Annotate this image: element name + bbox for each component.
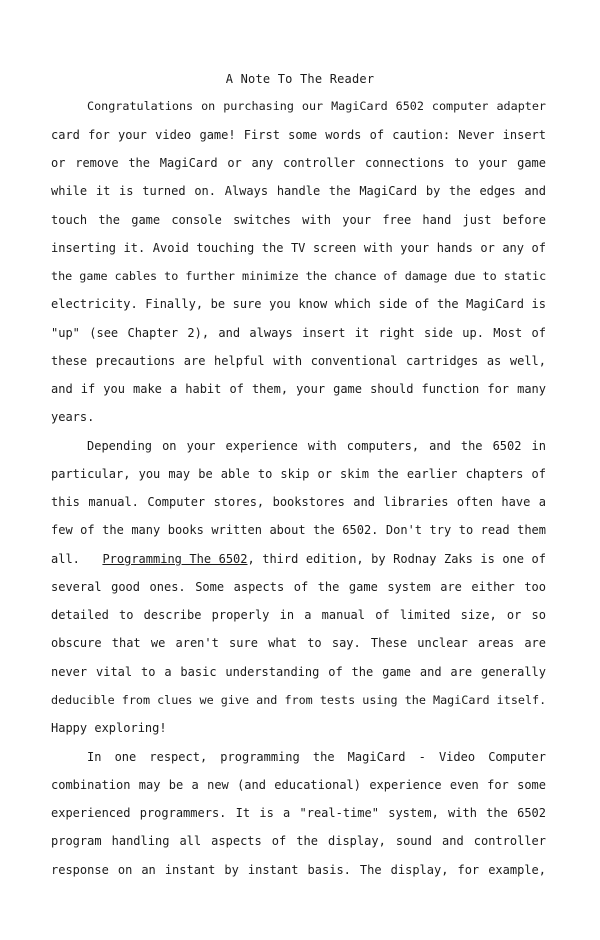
text-line: card for your video game! First some words of caution: Never insert xyxy=(51,128,546,142)
text-line: detailed to describe properly in a manual of limited size, or so xyxy=(51,608,546,622)
text-line: deducible from clues we give and from tests using the MagiCard itself. xyxy=(51,693,547,707)
text-line: electricity. Finally, be sure you know which side of the MagiCard is xyxy=(51,297,546,311)
text-fragment: , third edition, by Rodnay Zaks is one of xyxy=(247,552,546,566)
text-line: few of the many books written about the 6502. Don't try to read them xyxy=(51,523,546,537)
text-line: and if you make a habit of them, your game should function for many xyxy=(51,382,546,396)
text-line: years. xyxy=(51,410,95,424)
text-line: obscure that we aren't sure what to say. These unclear areas are xyxy=(51,636,546,650)
text-line: experienced programmers. It is a "real-time" system, with the 6502 xyxy=(51,806,546,820)
text-line-with-book-title xyxy=(51,552,546,566)
text-line: while it is turned on. Always handle the MagiCard by the edges and xyxy=(51,184,546,198)
text-line: these precautions are helpful with conventional cartridges as well, xyxy=(51,354,546,368)
text-line: Depending on your experience with computers, and the 6502 in xyxy=(87,439,546,453)
text-line: never vital to a basic understanding of the game and are generally xyxy=(51,665,546,679)
text-line: response on an instant by instant basis. The display, for example, xyxy=(51,863,546,877)
text-fragment: all. xyxy=(51,552,80,566)
page-title: A Note To The Reader xyxy=(225,72,375,86)
text-line: or remove the MagiCard or any controller connections to your game xyxy=(51,156,546,170)
text-line: Congratulations on purchasing our MagiCard 6502 computer adapter xyxy=(87,99,546,113)
text-line: inserting it. Avoid touching the TV screen with your hands or any of xyxy=(51,241,546,255)
text-line: Happy exploring! xyxy=(51,721,167,735)
text-line: several good ones. Some aspects of the game system are either too xyxy=(51,580,546,594)
text-line: combination may be a new (and educational) experience even for some xyxy=(51,778,546,792)
text-line: In one respect, programming the MagiCard - Video Computer xyxy=(87,750,546,764)
text-line: program handling all aspects of the display, sound and controller xyxy=(51,834,546,848)
text-line: this manual. Computer stores, bookstores and libraries often have a xyxy=(51,495,546,509)
text-line: particular, you may be able to skip or skim the earlier chapters of xyxy=(51,467,546,481)
text-line: "up" (see Chapter 2), and always insert it right side up. Most of xyxy=(51,326,546,340)
text-line: the game cables to further minimize the chance of damage due to static xyxy=(51,269,547,283)
text-line: touch the game console switches with your free hand just before xyxy=(51,213,546,227)
book-title: Programming The 6502 xyxy=(102,552,248,566)
